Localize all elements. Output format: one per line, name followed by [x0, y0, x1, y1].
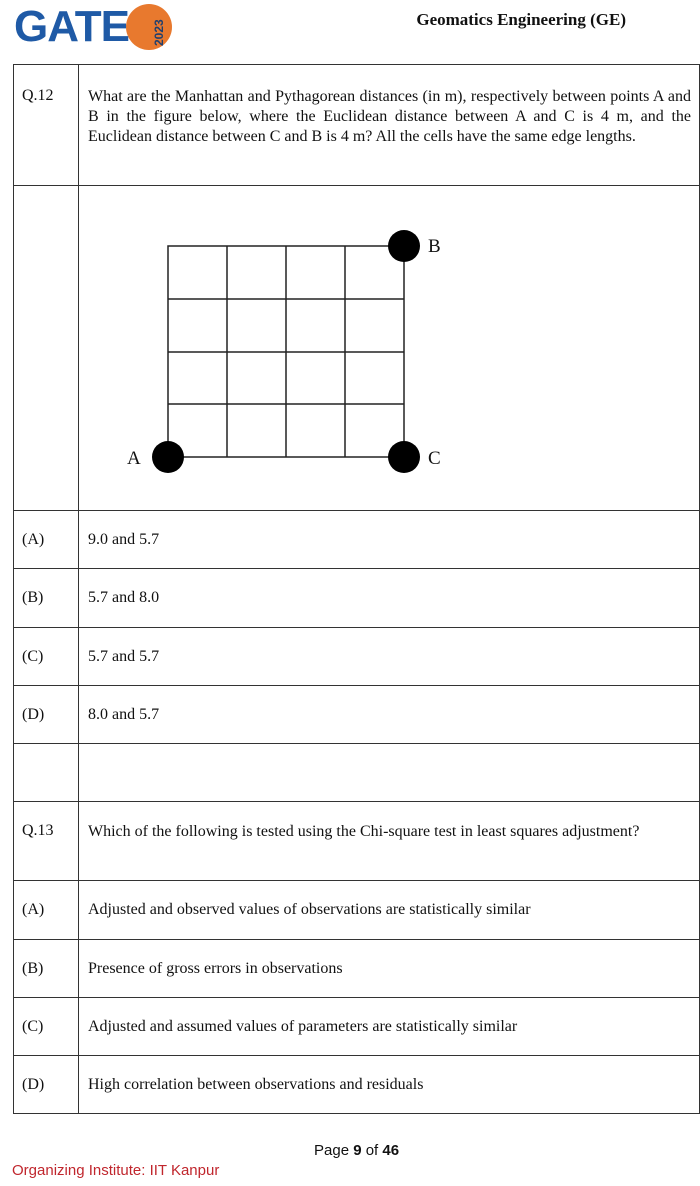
option-text: 5.7 and 8.0 [79, 569, 700, 628]
option-row [14, 628, 700, 686]
option-row [14, 881, 700, 940]
option-label: (A) [14, 511, 79, 569]
organizer: Organizing Institute: IIT Kanpur [12, 1162, 220, 1179]
logo-text: GATE [14, 2, 129, 51]
option-text: Adjusted and assumed values of parameters are statistically similar [79, 998, 700, 1056]
option-row [14, 569, 700, 628]
option-label: (D) [14, 686, 79, 744]
option-row [14, 1056, 700, 1114]
point-c [388, 441, 420, 473]
label-c: C [428, 448, 441, 469]
question-text: What are the Manhattan and Pythagorean distances (in m), respectively between points A and B in the figure below, where the Euclidean distance between A and C is 4 m, and the Euclidean distance between C and B is 4 m? All the cells have the same edge lengths. [79, 65, 700, 186]
grid-lines [168, 246, 404, 457]
grid-diagram [79, 186, 699, 510]
question-number: Q.13 [14, 802, 79, 881]
option-text: 8.0 and 5.7 [79, 686, 700, 744]
grid-figure [79, 186, 699, 510]
paper-title: Geomatics Engineering (GE) [416, 10, 626, 29]
option-label: (B) [14, 569, 79, 628]
spacer-row [14, 744, 700, 802]
option-label: (C) [14, 628, 79, 686]
option-row [14, 511, 700, 569]
question-table [13, 64, 700, 1114]
option-label: (D) [14, 1056, 79, 1114]
option-row [14, 940, 700, 998]
logo-year: 2023 [152, 19, 166, 46]
option-text: High correlation between observations and residuals [79, 1056, 700, 1114]
option-label: (C) [14, 998, 79, 1056]
option-text: 9.0 and 5.7 [79, 511, 700, 569]
option-row [14, 998, 700, 1056]
point-b [388, 230, 420, 262]
option-label: (B) [14, 940, 79, 998]
question-text: Which of the following is tested using the Chi-square test in least squares adjustment? [79, 802, 700, 881]
option-label: (A) [14, 881, 79, 940]
point-a [152, 441, 184, 473]
label-b: B [428, 236, 441, 257]
option-text: Adjusted and observed values of observations are statistically similar [79, 881, 700, 940]
page-number: Page 9 of 46 [314, 1142, 400, 1159]
option-text: 5.7 and 5.7 [79, 628, 700, 686]
option-text: Presence of gross errors in observations [79, 940, 700, 998]
question-number: Q.12 [14, 65, 79, 186]
option-row [14, 686, 700, 744]
label-a: A [127, 448, 141, 469]
